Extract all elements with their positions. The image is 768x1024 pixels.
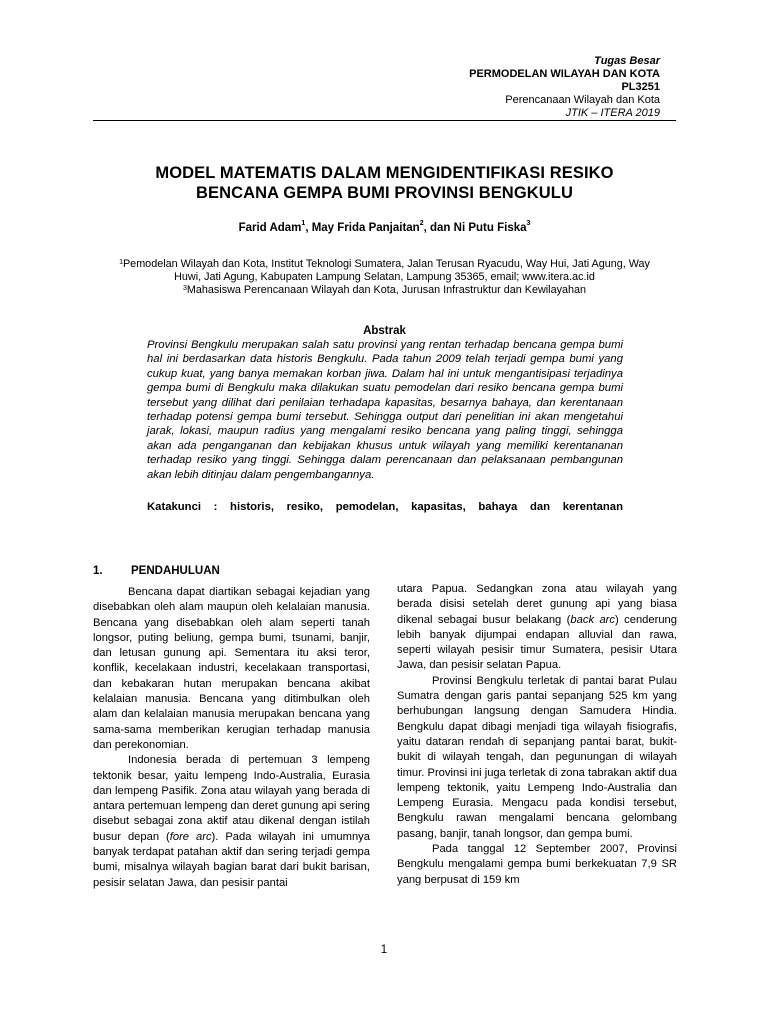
left-paragraph-2-b: ). Pada wilayah ini umumnya banyak terdapat patahan aktif dan sering terjadi gempa bumi, misalnya wilayah bagian barat dari bukit barisan, pesisir selatan Jawa, dan pesisir pantai — [93, 830, 370, 889]
author-3-marker: 3 — [526, 220, 531, 227]
author-3: Ni Putu Fiska — [453, 222, 527, 234]
author-2-marker: 2 — [419, 220, 424, 227]
course-name: PERMODELAN WILAYAH DAN KOTA — [469, 68, 660, 80]
author-list: Farid Adam$^1$, May Frida Panjaitan$^2$, dan Ni Putu Fiska$^3$ — [238, 220, 531, 234]
right-column — [397, 582, 677, 888]
affiliation-1-marker: 1 — [119, 259, 123, 266]
author-1-marker: 1 — [301, 220, 306, 227]
section-title: PENDAHULUAN — [131, 565, 220, 577]
author-1: Farid Adam — [238, 222, 302, 234]
left-paragraph-2 — [93, 753, 370, 891]
affiliation-3 — [118, 284, 651, 297]
right-paragraph-1-b: ) cenderung lebih banyak dijumpai endapan alluvial dan rawa, seperti wilayah pesisir timur Sumatera, pesisir Utara Jawa, dan pesisir selatan Papua. — [397, 613, 678, 672]
title-line-1: MODEL MATEMATIS DALAM MENGIDENTIFIKASI RESIKO — [155, 164, 614, 182]
right-paragraph-1 — [397, 582, 677, 674]
affiliation-3-text: Mahasiswa Perencanaan Wilayah dan Kota, Jurusan Infrastruktur dan Kewilayahan — [186, 284, 587, 296]
right-paragraph-3: Pada tanggal 12 September 2007, Provinsi Bengkulu mengalami gempa bumi berkekuatan 7,9 SR yang berpusat di 159 km — [397, 843, 677, 886]
left-column — [93, 585, 370, 891]
title-line-2: BENCANA GEMPA BUMI PROVINSI BENGKULU — [195, 184, 573, 202]
institution-year: JTIK – ITERA 2019 — [565, 107, 660, 119]
affiliation-1 — [118, 258, 651, 284]
running-header — [469, 55, 660, 120]
program-name: Perencanaan Wilayah dan Kota — [505, 94, 660, 106]
page-number: 1 — [380, 944, 388, 956]
term-fore-arc: fore arc — [169, 830, 212, 843]
affiliation-3-marker: 3 — [182, 285, 187, 292]
abstract-body: Provinsi Bengkulu merupakan salah satu provinsi yang rentan terhadap bencana gempa bumi hal ini berdasarkan data historis Bengkulu. Pada tahun 2009 telah terjadi gempa bumi yang cukup kuat, yang banya memakan korban jiwa. Dalam hal ini untuk mengantisipasi terjadinya gempa bumi di Bengkulu maka dilakukan suatu pemodelan dari resiko bencana gempa bumi tersebut yang dilihat dari penilaian terhadapa kapasitas, besarnya bahaya, dan kerentanaan terhadap potensi gempa bumi tersebut. Sehingga output dari penelitian ini akan mengetahui jarak, lokasi, maupun radius yang mengalami resiko bencana yang paling tinggi, sehingga akan ada penganganan dan kebijakan khusus untuk wilayah yang memiliki kerentananan terhadap resiko yang tinggi. Sehingga dalam perencanaan dan pelaksanaan pembangunan akan lebih ditinjau dalam pengembangannya. — [147, 339, 623, 481]
affiliation-1-text: Pemodelan Wilayah dan Kota, Institut Teknologi Sumatera, Jalan Terusan Ryacudu, Way Hui, Jati Agung, Way Huwi, Jati Agung, Kabupaten Lampung Selatan, Lampung 35365, email; www.itera.ac.id — [122, 258, 650, 283]
term-back-arc: back arc — [570, 613, 615, 626]
abstract-heading: Abstrak — [363, 325, 406, 337]
right-paragraph-1-a: utara Papua. Sedangkan zona atau wilayah yang berada disisi setelah deret gunung api yang biasa dikenal sebagai busur belakang ( — [397, 583, 677, 626]
paper-title — [93, 163, 676, 203]
affiliations — [118, 258, 651, 297]
section-heading — [93, 565, 220, 577]
course-type: Tugas Besar — [594, 55, 660, 67]
header-divider — [93, 120, 676, 121]
section-number: 1. — [93, 565, 103, 577]
left-paragraph-1: Bencana dapat diartikan sebagai kejadian yang disebabkan oleh alam maupun oleh kelalaian manusia. Bencana yang disebabkan oleh alam seperti tanah longsor, puting beliung, gempa bumi, tsunami, banjir, dan letusan gunung api. Sementara itu aksi teror, konflik, kecelakaan industri, kecelakaan transportasi, dan kebakaran hutan merupakan bencana akibat kelalaian manusia. Bencana yang ditimbulkan oleh alam dan kelalaian manusia merupakan bencana yang sama-sama memberikan kerugian terhadap manusia dan perekonomian. — [93, 586, 370, 751]
author-2: May Frida Panjaitan — [311, 222, 420, 234]
left-paragraph-2-a: Indonesia berada di pertemuan 3 lempeng tektonik besar, yaitu lempeng Indo-Australia, Eurasia dan lempeng Pasifik. Zona atau wilayah yang berada di antara pertemuan lempeng dan deret gunung api sering disebut sebagai zona aktif atau dikenal dengan istilah busur depan ( — [93, 754, 370, 843]
author-joiner: dan — [430, 222, 451, 234]
course-code: PL3251 — [621, 81, 660, 93]
keywords: Katakunci : historis, resiko, pemodelan, kapasitas, bahaya dan kerentanan — [147, 501, 623, 513]
right-paragraph-2: Provinsi Bengkulu terletak di pantai barat Pulau Sumatra dengan garis pantai sepanjang 525 km yang berhubungan langsung dengan Samudera Hindia. Bengkulu dapat dibagi menjadi tiga wilayah fisiografis, yaitu dataran rendah di sepanjang pantai barat, bukit-bukit di wilayah tengah, dan pegunungan di wilayah timur. Provinsi ini juga terletak di zona tabrakan aktif dua lempeng tektonik, yaitu Lempeng Indo-Australia dan Lempeng Eurasia. Mengacu pada kondisi tersebut, Bengkulu rawan mengalami bencana gelombang pasang, banjir, tanah longsor, dan gempa bumi. — [397, 674, 677, 840]
